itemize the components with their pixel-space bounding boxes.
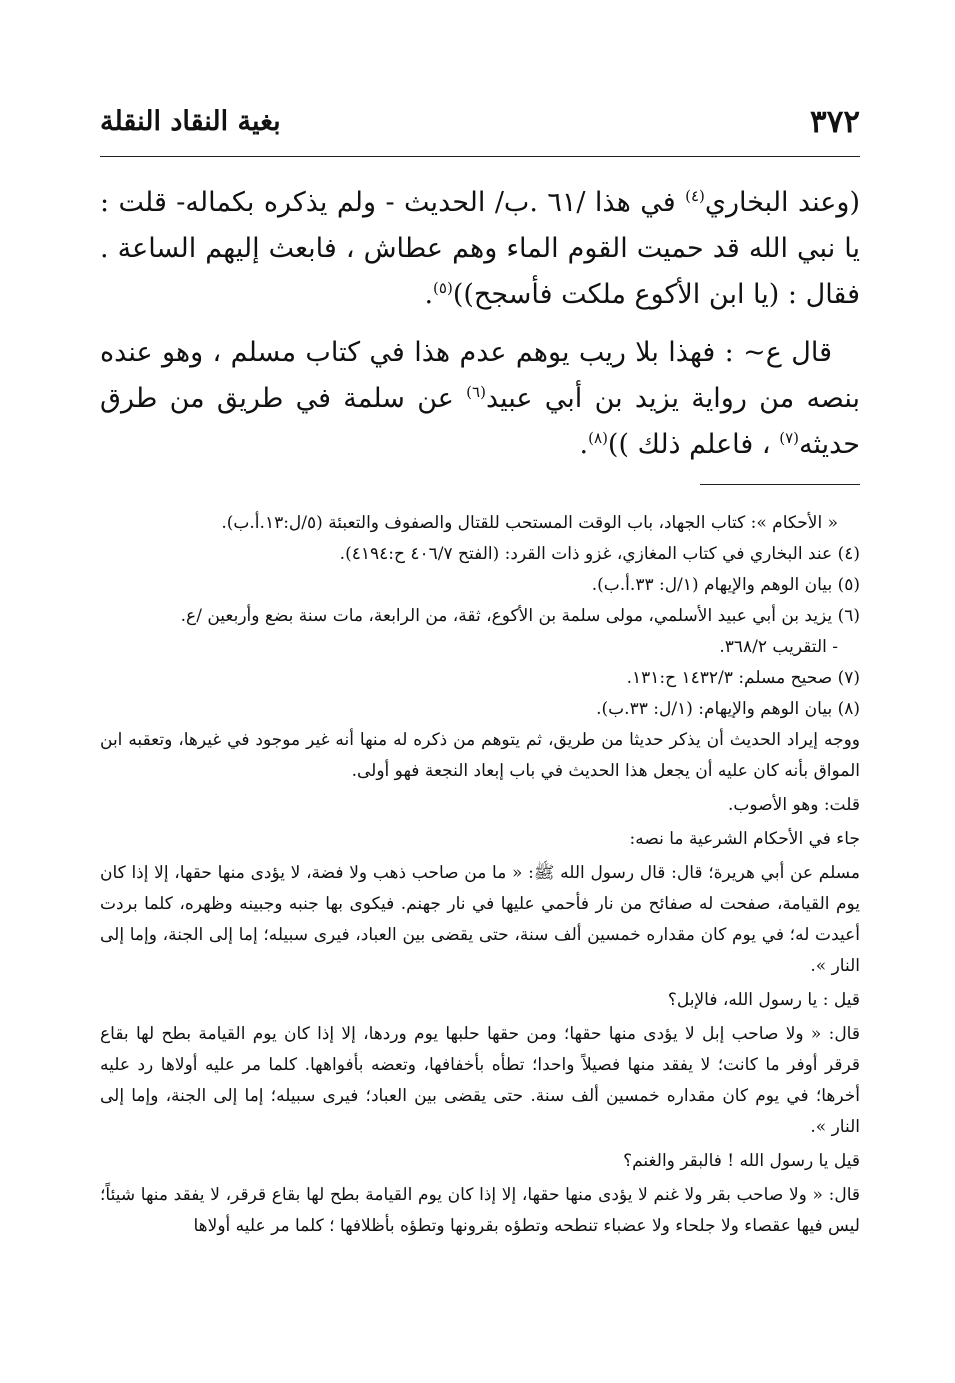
page-header	[100, 100, 860, 150]
footnote-8: (٨) بيان الوهم والإيهام: (١/ل: ٣٣.ب).	[596, 699, 860, 719]
question-cattle-sheep: قيل يا رسول الله ! فالبقر والغنم؟	[623, 1151, 860, 1171]
hadith-cattle-sheep: قال: « ولا صاحب بقر ولا غنم لا يؤدى منها حقها، إلا إذا كان يوم القيامة بطح لها بقاع قرقر، لا يفقد منها شيئاً؛ ليس فيها عقصاء ولا جلحاء ولا عضباء تنطحه وتطؤه بقرونها وتطؤه بأظلافها ؛ كلما مر عليه أولاها	[100, 1185, 860, 1236]
footnote-6: (٦) يزيد بن أبي عبيد الأسلمي، مولى سلمة بن الأكوع، ثقة، من الرابعة، مات سنة بضع وأربعين /ع.	[180, 606, 860, 626]
main-text-segment: عن سلمة في طريق من طرق حديثه	[100, 383, 860, 460]
footnote-continuation: « الأحكام »: كتاب الجهاد، باب الوقت المستحب للقتال والصفوف والتعبئة (٥/ل:١٣.أ.ب).	[221, 513, 838, 533]
footnotes	[100, 508, 860, 1245]
header-rule	[100, 156, 860, 157]
main-paragraph-2	[100, 330, 860, 468]
footnote-6-source: - التقريب ٣٦٨/٢.	[719, 637, 838, 657]
main-text-segment: قال ع~ : فهذا بلا ريب يوهم عدم هذا في كتاب مسلم ، وهو عنده بنصه من رواية يزيد بن أبي عبيد	[100, 337, 860, 414]
main-text	[100, 180, 860, 480]
footnote-8-quote-intro: جاء في الأحكام الشرعية ما نصه:	[629, 829, 860, 849]
footnote-ref-6: (٦)	[466, 383, 486, 401]
footnote-8-commentary: ووجه إيراد الحديث أن يذكر حديثا من طريق، ثم يتوهم من ذكره له منها أنه غير موجود في غيرها، وتعقبه ابن المواق بأنه كان عليه أن يجعل هذا الحديث في باب إبعاد النجعة فهو أولى.	[100, 730, 860, 781]
footnote-ref-5: (٥)	[433, 279, 453, 297]
footnote-separator	[700, 484, 860, 485]
main-text-segment: .	[579, 429, 589, 460]
hadith-gold-silver: مسلم عن أبي هريرة؛ قال: قال رسول الله ﷺ: « ما من صاحب ذهب ولا فضة، لا يؤدى منها حقها، إلا إذا كان يوم القيامة، صفحت له صفائح من نار فأحمي عليها في نار جهنم. فيكوى بها جنبه وجبينه وظهره، كلما بردت أعيدت له؛ في يوم كان مقداره خمسين ألف سنة، حتى يقضى بين العباد، فيرى سبيله؛ إما إلى الجنة، وإما إلى النار ».	[100, 863, 860, 976]
main-text-segment: في هذا /٦١ .ب/ الحديث - ولم يذكره بكماله- قلت : يا نبي الله قد حميت القوم الماء وهم عطاش ، فابعث إليهم الساعة . فقال : (يا ابن الأكوع ملكت فأسجح))	[100, 187, 860, 310]
hadith-camels: قال: « ولا صاحب إبل لا يؤدى منها حقها؛ ومن حقها حلبها يوم وردها، إلا إذا كان يوم القيامة بطح لها بقاع قرقر أوفر ما كانت؛ لا يفقد منها فصيلاً واحدا؛ تطأه بأخفافها، وتعضه بأفواهها. كلما مر عليه أولاها رد عليه أخرها؛ في يوم كان مقداره خمسين ألف سنة. حتى يقضى بين العباد؛ فيرى سبيله؛ إما إلى الجنة، وإما إلى النار ».	[100, 1024, 860, 1137]
main-text-segment: ، فاعلم ذلك ))	[607, 429, 780, 460]
footnote-ref-7: (٧)	[779, 429, 799, 447]
footnote-7: (٧) صحيح مسلم: ١٤٣٢/٣ ح:١٣١.	[626, 668, 860, 688]
footnote-ref-4: (٤)	[685, 187, 705, 205]
question-camels: قيل : يا رسول الله، فالإبل؟	[667, 990, 860, 1010]
main-paragraph-1	[100, 180, 860, 318]
page-number: ٣٧٢	[810, 104, 860, 140]
footnote-4: (٤) عند البخاري في كتاب المغازي، غزو ذات القرد: (الفتح ٤٠٦/٧ ح:٤١٩٤).	[339, 544, 860, 564]
main-text-segment: (وعند البخاري	[704, 187, 860, 218]
footnote-ref-8: (٨)	[588, 429, 608, 447]
running-title: بغية النقاد النقلة	[100, 106, 281, 137]
footnote-8-remark: قلت: وهو الأصوب.	[728, 795, 860, 815]
main-text-segment: .	[424, 279, 434, 310]
footnote-5: (٥) بيان الوهم والإيهام (١/ل: ٣٣.أ.ب).	[591, 575, 860, 595]
